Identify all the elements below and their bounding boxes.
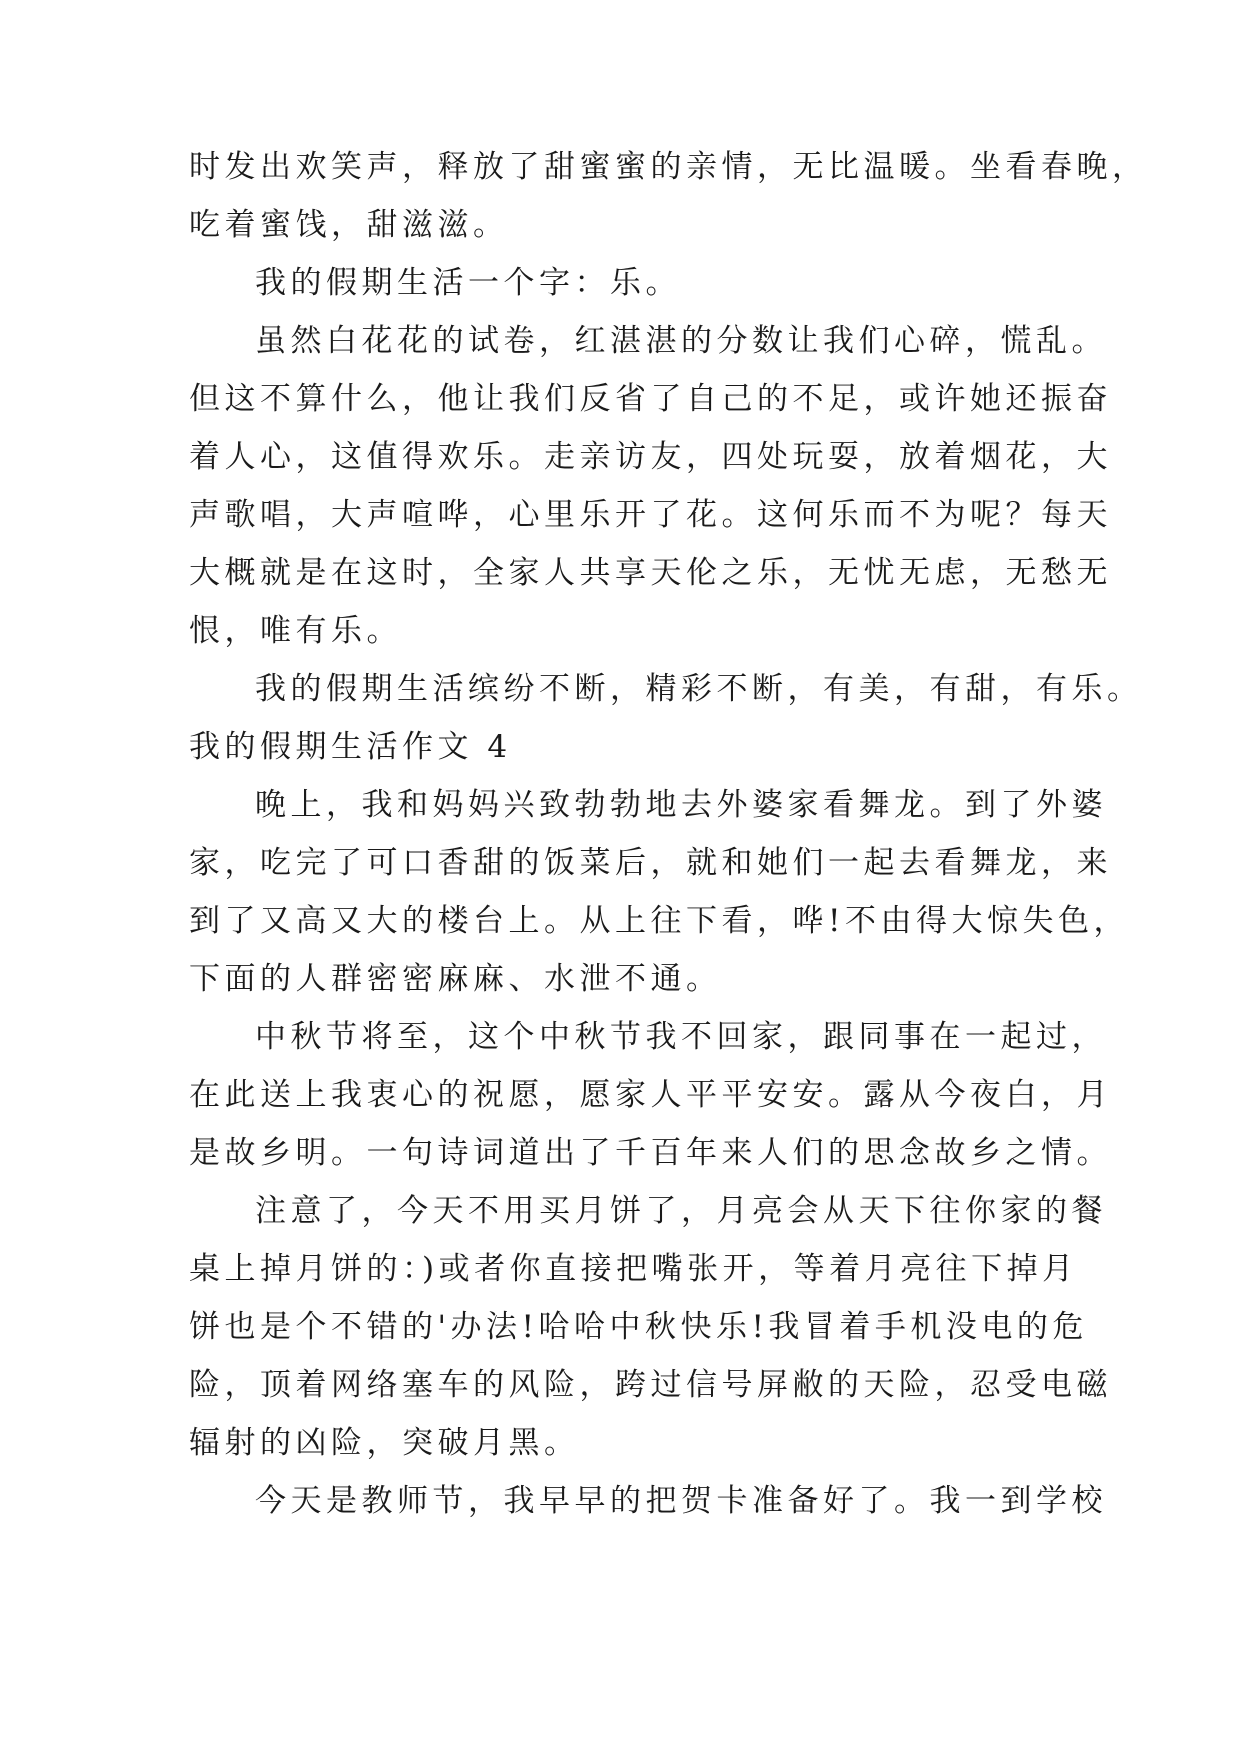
text-line: 大概就是在这时，全家人共享天伦之乐，无忧无虑，无愁无 [189,555,1112,591]
text-line: 今天是教师节，我早早的把贺卡准备好了。我一到学校 [255,1483,1107,1519]
text-line: 险，顶着网络塞车的风险，跨过信号屏敝的天险，忍受电磁 [189,1367,1112,1403]
text-line: 中秋节将至，这个中秋节我不回家，跟同事在一起过， [255,1019,1107,1055]
text-line: 到了又高又大的楼台上。从上往下看，哗!不由得大惊失色， [189,903,1129,939]
text-line: 虽然白花花的试卷，红湛湛的分数让我们心碎，慌乱。 [255,323,1107,359]
text-line: 我的假期生活缤纷不断，精彩不断，有美，有甜，有乐。 [255,671,1143,707]
text-line: 声歌唱，大声喧哗，心里乐开了花。这何乐而不为呢？每天 [189,497,1112,533]
text-line: 桌上掉月饼的：)或者你直接把嘴张开，等着月亮往下掉月 [189,1251,1078,1287]
text-line: 饼也是个不错的'办法!哈哈中秋快乐!我冒着手机没电的危 [189,1309,1088,1345]
text-line: 晚上，我和妈妈兴致勃勃地去外婆家看舞龙。到了外婆 [255,787,1107,823]
text-line: 在此送上我衷心的祝愿，愿家人平平安安。露从今夜白，月 [189,1077,1112,1113]
text-line: 着人心，这值得欢乐。走亲访友，四处玩耍，放着烟花，大 [189,439,1112,475]
text-line: 注意了，今天不用买月饼了，月亮会从天下往你家的餐 [255,1193,1107,1229]
text-line: 家，吃完了可口香甜的饭菜后，就和她们一起去看舞龙，来 [189,845,1112,881]
text-line: 吃着蜜饯，甜滋滋。 [189,207,509,243]
text-line: 是故乡明。一句诗词道出了千百年来人们的思念故乡之情。 [189,1135,1112,1171]
text-line: 但这不算什么，他让我们反省了自己的不足，或许她还振奋 [189,381,1112,417]
paragraph-heading: 我的假期生活一个字：乐。 [255,265,681,301]
section-title: 我的假期生活作文 4 [189,729,512,765]
text-line: 恨，唯有乐。 [189,613,402,649]
text-line: 下面的人群密密麻麻、水泄不通。 [189,961,722,997]
text-line: 辐射的凶险，突破月黑。 [189,1425,580,1461]
text-line: 时发出欢笑声，释放了甜蜜蜜的亲情，无比温暖。坐看春晚， [189,149,1148,185]
